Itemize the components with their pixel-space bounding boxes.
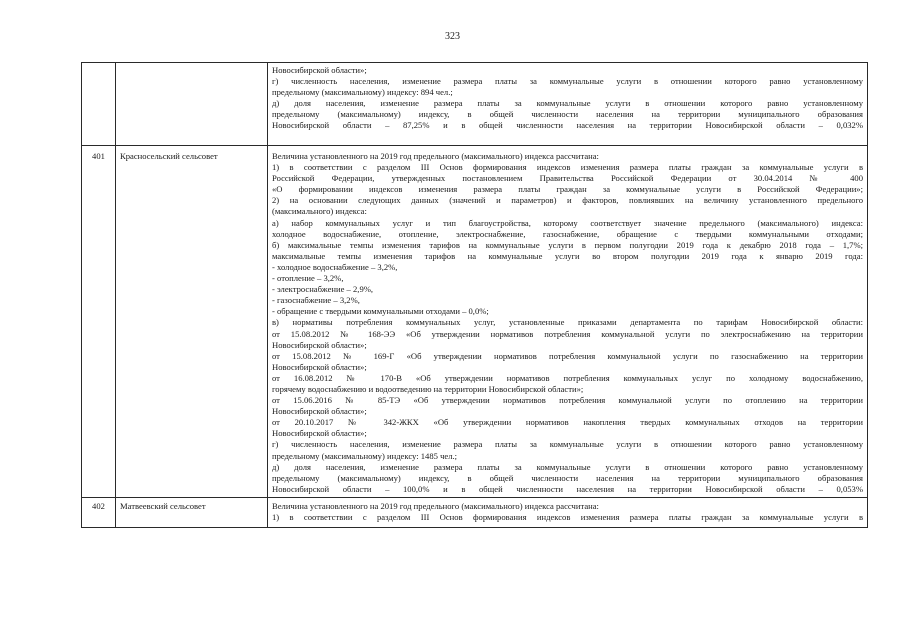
- description-cell: [268, 146, 868, 498]
- text-line: 1) в соответствии с разделом III Основ формирования индексов изменения размера платы граждан за коммунальные услуги в: [272, 512, 863, 522]
- municipality-name-cell: Матвеевский сельсовет: [116, 497, 268, 527]
- text-line: предельному (максимальному) индексу: 894 чел.;: [272, 87, 453, 98]
- table-row: [82, 146, 868, 498]
- text-line: холодное водоснабжение, отопление, электроснабжение, газоснабжение, обращение с твердыми коммунальными отходами;: [272, 228, 863, 239]
- text-line: - газоснабжение – 3,2%,: [272, 295, 360, 306]
- text-line: от 20.10.2017 № 342-ЖКХ «Об утверждении нормативов накопления твердых коммунальных отходов на территории: [272, 417, 863, 428]
- text-line: г) численность населения, изменение размера платы за коммунальные услуги в отношении которого равно установленному: [272, 76, 863, 87]
- text-line: - отопление – 3,2%,: [272, 273, 344, 284]
- municipality-name-cell: [116, 63, 268, 146]
- text-line: Новосибирской области»;: [272, 406, 367, 417]
- text-line: Новосибирской области»;: [272, 361, 367, 372]
- description-cell: [268, 63, 868, 146]
- text-line: Величина установленного на 2019 год предельного (максимального) индекса рассчитана:: [272, 500, 599, 511]
- text-line: - холодное водоснабжение – 3,2%,: [272, 261, 398, 272]
- row-number-cell: 402: [82, 497, 116, 527]
- text-line: 1) в соответствии с разделом III Основ формирования индексов изменения размера платы граждан за коммунальные услуги в: [272, 162, 863, 173]
- text-line: Новосибирской области – 87,25% и в общей численности населения на территории Новосибирской области – 0,032%: [272, 120, 863, 131]
- table-row: [82, 63, 868, 146]
- text-line: 2) на основании следующих данных (значений и параметров) и факторов, повлиявших на величину установленного предельного: [272, 195, 863, 206]
- text-line: б) максимальные темпы изменения тарифов на коммунальные услуги в первом полугодии 2019 года к декабрю 2018 года – 1,7%;: [272, 239, 863, 250]
- text-line: предельному (максимальному) индексу, в общей численности населения на территории муниципального образования: [272, 472, 863, 483]
- text-line: максимальные темпы изменения тарифов на коммунальные услуги во втором полугодии 2019 года к январю 2019 года:: [272, 250, 863, 261]
- text-line: Новосибирской области – 100,0% и в общей численности населения на территории Новосибирской области – 0,053%: [272, 483, 863, 494]
- municipality-name-cell: Красносельский сельсовет: [116, 146, 268, 498]
- text-line: Российской Федерации, утвержденных постановлением Правительства Российской Федерации от 30.04.2014 № 400: [272, 173, 863, 184]
- text-line: от 15.06.2016 № 85-ТЭ «Об утверждении нормативов потребления коммунальной услуги по отоплению на территории: [272, 395, 863, 406]
- text-line: (максимального) индекса:: [272, 206, 367, 217]
- document-table: [81, 62, 868, 528]
- row-number-cell: [82, 63, 116, 146]
- text-line: в) нормативы потребления коммунальных услуг, установленные приказами департамента по тарифам Новосибирской области:: [272, 317, 863, 328]
- text-line: д) доля населения, изменение размера платы за коммунальные услуги в отношении которого равно установленному: [272, 461, 863, 472]
- text-line: - обращение с твердыми коммунальными отходами – 0,0%;: [272, 306, 489, 317]
- text-line: предельному (максимальному) индексу: 1485 чел.;: [272, 450, 458, 461]
- text-line: Новосибирской области»;: [272, 339, 367, 350]
- text-line: от 15.08.2012 № 168-ЭЭ «Об утверждении нормативов потребления коммунальной услуги по электроснабжению на территории: [272, 328, 863, 339]
- text-line: Величина установленного на 2019 год предельного (максимального) индекса рассчитана:: [272, 151, 599, 161]
- text-line: «О формировании индексов изменения размера платы граждан за коммунальные услуги в Российской Федерации»;: [272, 184, 863, 195]
- text-line: Новосибирской области»;: [272, 428, 367, 439]
- text-line: от 16.08.2012 № 170-В «Об утверждении нормативов потребления коммунальных услуг по холодному водоснабжению,: [272, 372, 863, 383]
- text-line: горячему водоснабжению и водоотведению на территории Новосибирской области»;: [272, 383, 584, 394]
- table-row: [82, 497, 868, 527]
- text-line: а) набор коммунальных услуг и тип благоустройства, которому соответствует значение предельного (максимального) индекса:: [272, 217, 863, 228]
- text-line: г) численность населения, изменение размера платы за коммунальные услуги в отношении которого равно установленному: [272, 439, 863, 450]
- row-number-cell: 401: [82, 146, 116, 498]
- text-line: Новосибирской области»;: [272, 65, 367, 75]
- page-number: 323: [445, 31, 460, 42]
- description-cell: [268, 497, 868, 527]
- text-line: - электроснабжение – 2,9%,: [272, 284, 374, 295]
- text-line: от 15.08.2012 № 169-Г «Об утверждении нормативов потребления коммунальной услуги по газоснабжению на территории: [272, 350, 863, 361]
- text-line: д) доля населения, изменение размера платы за коммунальные услуги в отношении которого равно установленному: [272, 98, 863, 109]
- text-line: предельному (максимальному) индексу, в общей численности населения на территории муниципального образования: [272, 109, 863, 120]
